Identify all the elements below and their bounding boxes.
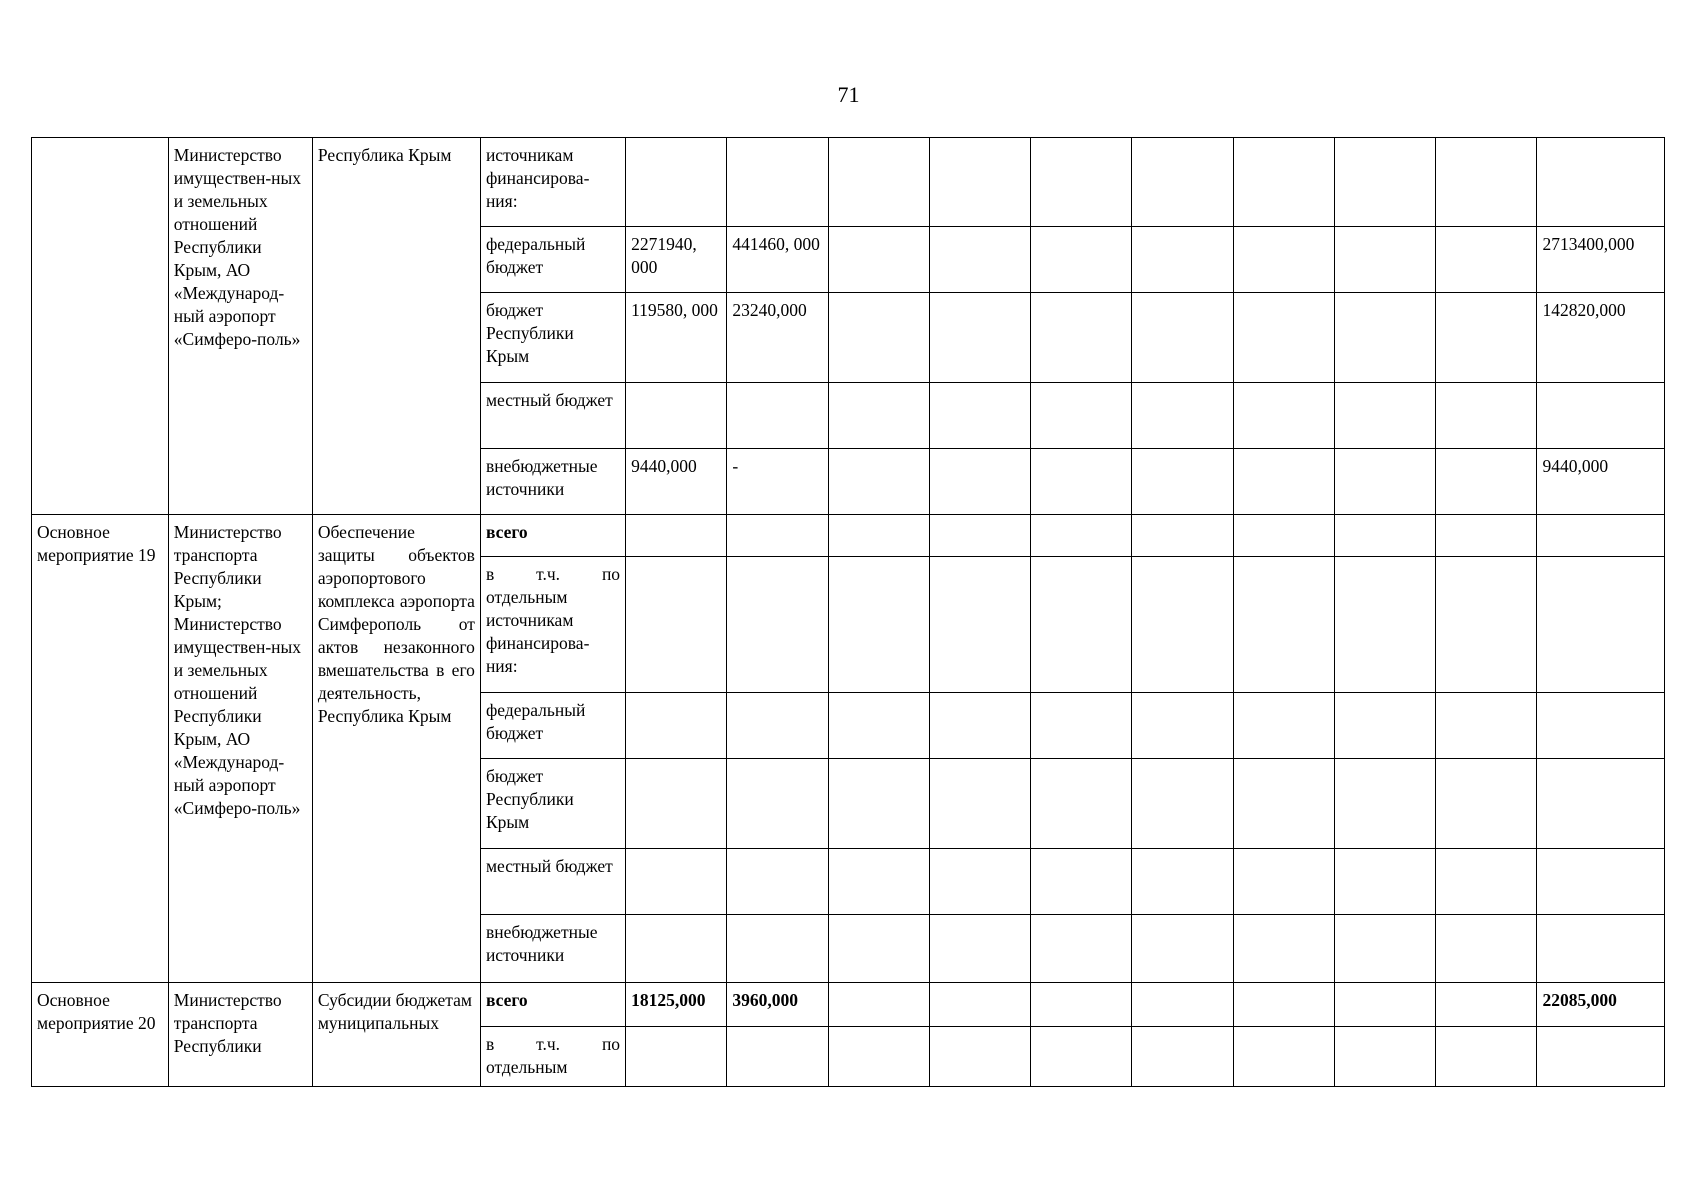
empty-cell (626, 1027, 727, 1087)
empty-cell (1233, 693, 1334, 759)
empty-cell (1537, 1027, 1665, 1087)
empty-cell (1334, 759, 1435, 849)
empty-cell (1031, 449, 1132, 515)
value-cell: 3960,000 (727, 983, 828, 1027)
source-cell: местный бюджет (480, 849, 625, 915)
empty-cell (1334, 515, 1435, 557)
source-cell: в т.ч. по отдельным (480, 1027, 625, 1087)
value-cell: 23240,000 (727, 293, 828, 383)
location-cell: Республика Крым (312, 138, 480, 515)
empty-cell (1233, 1027, 1334, 1087)
empty-cell (1436, 1027, 1537, 1087)
value-cell (727, 138, 828, 227)
value-cell: 9440,000 (626, 449, 727, 515)
empty-cell (1537, 693, 1665, 759)
total-cell: 2713400,000 (1537, 227, 1665, 293)
empty-cell (1233, 449, 1334, 515)
source-cell: федеральный бюджет (480, 227, 625, 293)
empty-cell (1334, 693, 1435, 759)
empty-cell (626, 693, 727, 759)
empty-cell (1436, 293, 1537, 383)
empty-cell (1436, 983, 1537, 1027)
empty-cell (1334, 293, 1435, 383)
empty-cell (828, 383, 929, 449)
empty-cell (727, 915, 828, 983)
empty-cell (626, 557, 727, 693)
empty-cell (828, 449, 929, 515)
total-cell: 9440,000 (1537, 449, 1665, 515)
empty-cell (1436, 138, 1537, 227)
empty-cell (929, 515, 1030, 557)
source-cell: внебюджетные источники (480, 449, 625, 515)
empty-cell (1233, 915, 1334, 983)
page-number: 71 (837, 82, 860, 107)
value-cell (626, 138, 727, 227)
empty-cell (1233, 759, 1334, 849)
description-cell: Субсидии бюджетам муниципальных (312, 983, 480, 1087)
empty-cell (828, 1027, 929, 1087)
empty-cell (1132, 383, 1233, 449)
empty-cell (828, 557, 929, 693)
empty-cell (1132, 759, 1233, 849)
total-cell (1537, 383, 1665, 449)
empty-cell (727, 557, 828, 693)
source-cell: источникам финансирова-ния: (480, 138, 625, 227)
source-cell: федеральный бюджет (480, 693, 625, 759)
empty-cell (929, 227, 1030, 293)
empty-cell (1436, 515, 1537, 557)
empty-cell (1031, 759, 1132, 849)
table-row (32, 138, 1665, 227)
empty-cell (1031, 693, 1132, 759)
empty-cell (1537, 849, 1665, 915)
executor-cell: Министерство транспорта Республики (168, 983, 312, 1087)
empty-cell (1334, 449, 1435, 515)
empty-cell (1233, 983, 1334, 1027)
table-row (32, 983, 1665, 1027)
empty-cell (929, 693, 1030, 759)
source-cell: в т.ч. по отдельным источникам финансирова-ния: (480, 557, 625, 693)
empty-cell (1537, 915, 1665, 983)
empty-cell (929, 983, 1030, 1027)
empty-cell (929, 293, 1030, 383)
empty-cell (828, 915, 929, 983)
empty-cell (1334, 227, 1435, 293)
source-cell: всего (480, 983, 625, 1027)
empty-cell (828, 693, 929, 759)
empty-cell (1031, 849, 1132, 915)
source-cell: местный бюджет (480, 383, 625, 449)
source-cell: бюджет Республики Крым (480, 759, 625, 849)
empty-cell (1436, 449, 1537, 515)
empty-cell (1031, 515, 1132, 557)
empty-cell (1031, 293, 1132, 383)
empty-cell (828, 138, 929, 227)
empty-cell (1132, 849, 1233, 915)
empty-cell (1334, 983, 1435, 1027)
empty-cell (626, 915, 727, 983)
empty-cell (1031, 227, 1132, 293)
empty-cell (1334, 557, 1435, 693)
executor-cell: Министерство транспорта Республики Крым; Министерство имуществен-ных и земельных отношений Республики Крым, АО «Международ-ный аэропорт «Симферо-поль» (168, 515, 312, 983)
empty-cell (626, 515, 727, 557)
empty-cell (1233, 557, 1334, 693)
source-cell: всего (480, 515, 625, 557)
empty-cell (727, 1027, 828, 1087)
empty-cell (727, 693, 828, 759)
empty-cell (1132, 693, 1233, 759)
empty-cell (1132, 515, 1233, 557)
empty-cell (929, 383, 1030, 449)
empty-cell (1436, 849, 1537, 915)
empty-cell (1334, 383, 1435, 449)
empty-cell (1031, 383, 1132, 449)
empty-cell (828, 227, 929, 293)
empty-cell (828, 983, 929, 1027)
empty-cell (1132, 138, 1233, 227)
empty-cell (828, 849, 929, 915)
value-cell: 119580, 000 (626, 293, 727, 383)
empty-cell (929, 557, 1030, 693)
value-cell: 2271940, 000 (626, 227, 727, 293)
empty-cell (1132, 1027, 1233, 1087)
total-cell (1537, 138, 1665, 227)
empty-cell (1031, 138, 1132, 227)
empty-cell (1132, 449, 1233, 515)
empty-cell (1132, 983, 1233, 1027)
value-cell: 441460, 000 (727, 227, 828, 293)
empty-cell (929, 138, 1030, 227)
value-cell (626, 383, 727, 449)
empty-cell (1537, 557, 1665, 693)
source-cell: бюджет Республики Крым (480, 293, 625, 383)
empty-cell (1436, 557, 1537, 693)
empty-cell (1537, 759, 1665, 849)
value-cell: - (727, 449, 828, 515)
empty-cell (1233, 138, 1334, 227)
empty-cell (1031, 983, 1132, 1027)
empty-cell (1132, 557, 1233, 693)
empty-cell (1233, 849, 1334, 915)
empty-cell (1031, 557, 1132, 693)
table-row (32, 515, 1665, 557)
total-cell: 142820,000 (1537, 293, 1665, 383)
budget-table (31, 137, 1665, 1087)
empty-cell (828, 515, 929, 557)
empty-cell (1537, 515, 1665, 557)
empty-cell (1436, 759, 1537, 849)
event-cell: Основное мероприятие 19 (32, 515, 169, 983)
event-cell: Основное мероприятие 20 (32, 983, 169, 1087)
empty-cell (929, 849, 1030, 915)
empty-cell (828, 759, 929, 849)
empty-cell (1334, 849, 1435, 915)
empty-cell (1132, 293, 1233, 383)
value-cell (727, 383, 828, 449)
executor-cell: Министерство имуществен-ных и земельных отношений Республики Крым, АО «Международ-ный аэропорт «Симферо-поль» (168, 138, 312, 515)
empty-cell (1132, 227, 1233, 293)
empty-cell (727, 849, 828, 915)
description-cell: Обеспечение защиты объектов аэропортового комплекса аэропорта Симферополь от актов незаконного вмешательства в его деятельность, Республика Крым (312, 515, 480, 983)
empty-cell (727, 515, 828, 557)
empty-cell (929, 1027, 1030, 1087)
total-cell: 22085,000 (1537, 983, 1665, 1027)
empty-cell (626, 759, 727, 849)
empty-cell (1436, 383, 1537, 449)
empty-cell (1334, 915, 1435, 983)
empty-cell (1334, 138, 1435, 227)
empty-cell (1436, 693, 1537, 759)
empty-cell (828, 293, 929, 383)
source-cell: внебюджетные источники (480, 915, 625, 983)
empty-cell (929, 759, 1030, 849)
event-cell (32, 138, 169, 515)
value-cell: 18125,000 (626, 983, 727, 1027)
empty-cell (1031, 1027, 1132, 1087)
empty-cell (1233, 515, 1334, 557)
empty-cell (626, 849, 727, 915)
empty-cell (929, 915, 1030, 983)
empty-cell (1436, 227, 1537, 293)
empty-cell (1233, 383, 1334, 449)
empty-cell (929, 449, 1030, 515)
empty-cell (1132, 915, 1233, 983)
empty-cell (1233, 293, 1334, 383)
empty-cell (1233, 227, 1334, 293)
empty-cell (727, 759, 828, 849)
empty-cell (1334, 1027, 1435, 1087)
empty-cell (1436, 915, 1537, 983)
empty-cell (1031, 915, 1132, 983)
